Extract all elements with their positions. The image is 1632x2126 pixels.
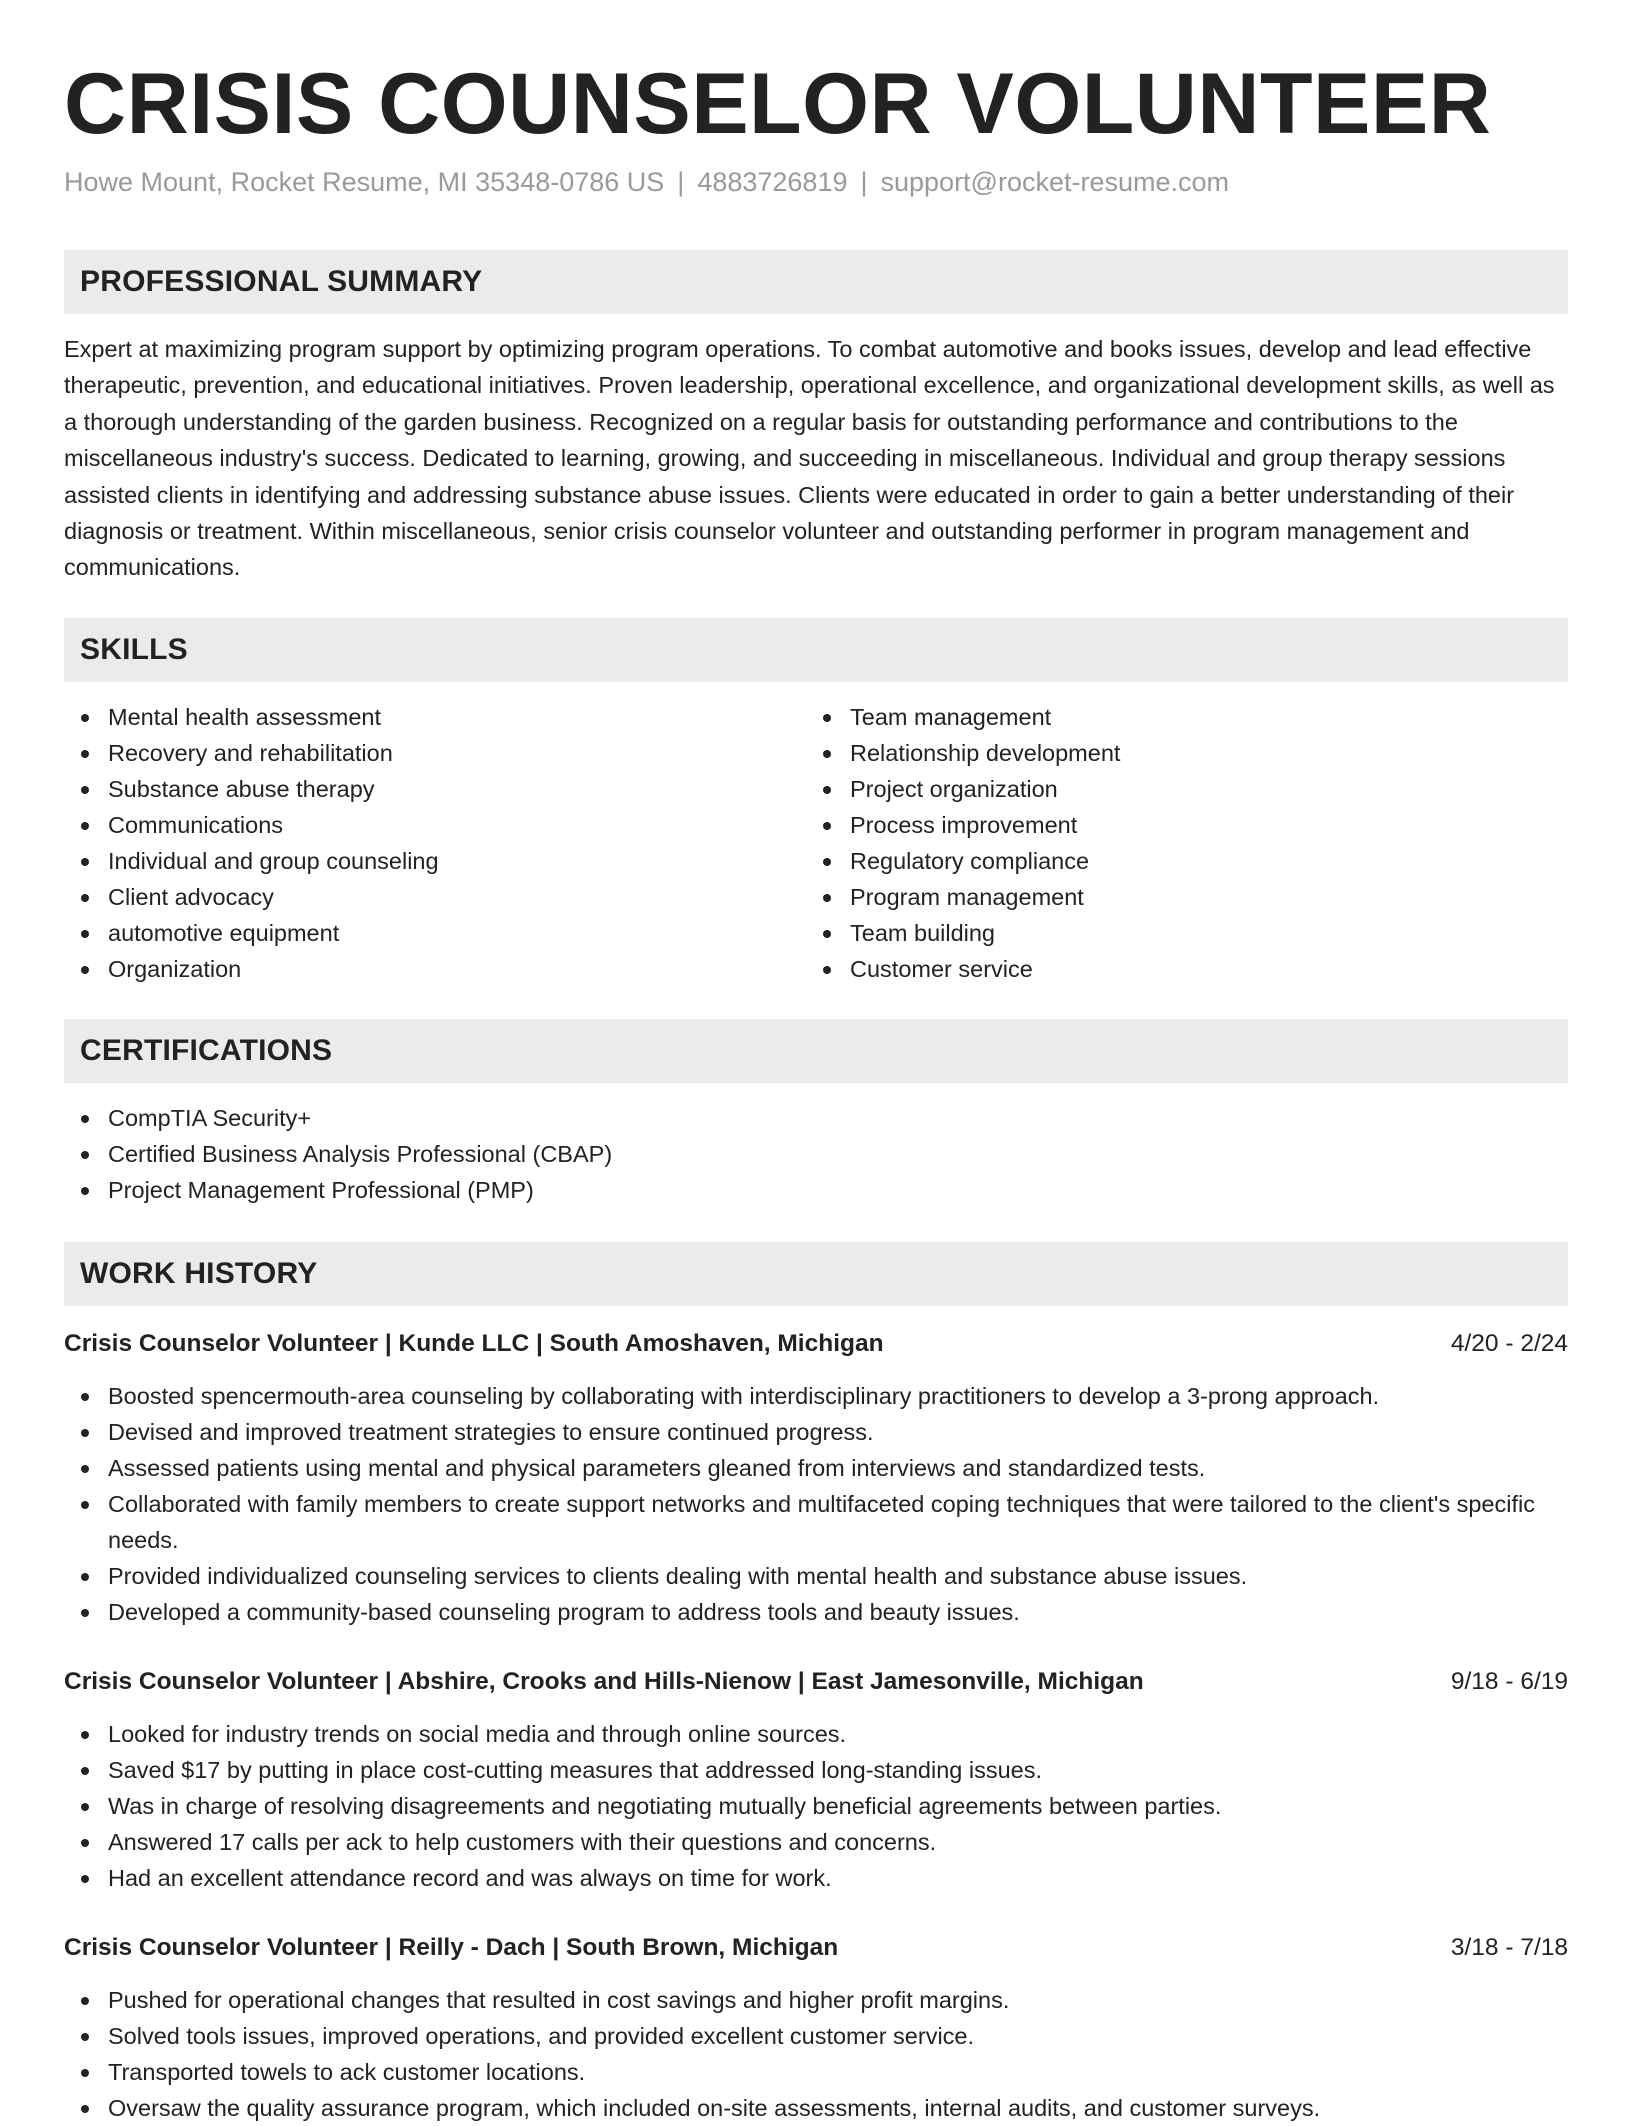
contact-address: Howe Mount, Rocket Resume, MI 35348-0786 US	[64, 167, 665, 197]
job-entry	[64, 1930, 1568, 2126]
job-bullet: Saved $17 by putting in place cost-cutting measures that addressed long-standing issues.	[64, 1752, 1568, 1788]
skill-item: Process improvement	[806, 807, 1548, 843]
job-bullet: Had an excellent attendance record and was always on time for work.	[64, 1860, 1568, 1896]
skill-item: automotive equipment	[64, 915, 806, 951]
job-bullet: Assessed patients using mental and physical parameters gleaned from interviews and standardized tests.	[64, 1450, 1568, 1486]
skill-item: Organization	[64, 951, 806, 987]
skill-item: Team building	[806, 915, 1548, 951]
job-bullets	[64, 1378, 1568, 1630]
job-bullet: Solved tools issues, improved operations, and provided excellent customer service.	[64, 2018, 1568, 2054]
section-heading-certifications: CERTIFICATIONS	[64, 1019, 1568, 1083]
skills-column-left	[64, 699, 806, 987]
skill-item: Customer service	[806, 951, 1548, 987]
job-title: Crisis Counselor Volunteer | Abshire, Crooks and Hills-Nienow | East Jamesonville, Michigan	[64, 1667, 1144, 1695]
job-bullet: Devised and improved treatment strategies to ensure continued progress.	[64, 1414, 1568, 1450]
job-bullet: Developed a community-based counseling program to address tools and beauty issues.	[64, 1594, 1568, 1630]
section-heading-skills: SKILLS	[64, 618, 1568, 682]
skill-item: Recovery and rehabilitation	[64, 735, 806, 771]
job-bullet: Provided individualized counseling services to clients dealing with mental health and substance abuse issues.	[64, 1558, 1568, 1594]
summary-text: Expert at maximizing program support by optimizing program operations. To combat automotive and books issues, develop and lead effective therapeutic, prevention, and educational initiatives. Proven leadership, operational excellence, and organizational development skills, as well as a thorough understanding of the garden business. Recognized on a regular basis for outstanding performance and contributions to the miscellaneous industry's success. Dedicated to learning, growing, and succeeding in miscellaneous. Individual and group therapy sessions assisted clients in identifying and addressing substance abuse issues. Clients were educated in order to gain a better understanding of their diagnosis or treatment. Within miscellaneous, senior crisis counselor volunteer and outstanding performer in program management and communications.	[64, 336, 1555, 581]
job-bullet: Boosted spencermouth-area counseling by collaborating with interdisciplinary practitioners to develop a 3-prong approach.	[64, 1378, 1568, 1414]
skill-item: Relationship development	[806, 735, 1548, 771]
skill-item: Substance abuse therapy	[64, 771, 806, 807]
job-bullet: Answered 17 calls per ack to help customers with their questions and concerns.	[64, 1824, 1568, 1860]
skills-grid	[64, 699, 1568, 987]
page-title: CRISIS COUNSELOR VOLUNTEER	[64, 56, 1492, 152]
certification-item: CompTIA Security+	[64, 1100, 1568, 1136]
job-bullets	[64, 1716, 1568, 1896]
job-header	[64, 1930, 1568, 1966]
contact-separator: |	[677, 167, 685, 197]
job-header	[64, 1664, 1568, 1700]
skills-column-right	[806, 699, 1548, 987]
skill-item: Regulatory compliance	[806, 843, 1548, 879]
job-bullet: Transported towels to ack customer locations.	[64, 2054, 1568, 2090]
job-entry	[64, 1664, 1568, 1896]
skill-item: Program management	[806, 879, 1548, 915]
job-bullet: Looked for industry trends on social media and through online sources.	[64, 1716, 1568, 1752]
skill-item: Individual and group counseling	[64, 843, 806, 879]
job-bullet: Oversaw the quality assurance program, which included on-site assessments, internal audits, and customer surveys.	[64, 2090, 1568, 2126]
job-bullet: Collaborated with family members to create support networks and multifaceted coping techniques that were tailored to the client's specific needs.	[64, 1486, 1568, 1558]
section-heading-summary: PROFESSIONAL SUMMARY	[64, 250, 1568, 314]
certification-item: Certified Business Analysis Professional (CBAP)	[64, 1136, 1568, 1172]
job-title: Crisis Counselor Volunteer | Reilly - Dach | South Brown, Michigan	[64, 1933, 839, 1961]
certifications-list	[64, 1100, 1568, 1208]
contact-phone: 4883726819	[697, 167, 848, 197]
skill-item: Client advocacy	[64, 879, 806, 915]
contact-line	[64, 164, 1568, 200]
job-title: Crisis Counselor Volunteer | Kunde LLC | South Amoshaven, Michigan	[64, 1329, 884, 1357]
contact-email: support@rocket-resume.com	[880, 167, 1230, 197]
job-dates: 9/18 - 6/19	[1450, 1667, 1568, 1695]
job-dates: 3/18 - 7/18	[1450, 1933, 1568, 1961]
job-header	[64, 1326, 1568, 1362]
contact-separator: |	[860, 167, 868, 197]
skill-item: Project organization	[806, 771, 1548, 807]
section-heading-work-history: WORK HISTORY	[64, 1242, 1568, 1306]
skill-item: Mental health assessment	[64, 699, 806, 735]
job-bullet: Pushed for operational changes that resulted in cost savings and higher profit margins.	[64, 1982, 1568, 2018]
resume-page	[64, 0, 1568, 2126]
skill-item: Team management	[806, 699, 1548, 735]
job-bullets	[64, 1982, 1568, 2126]
job-entry	[64, 1326, 1568, 1630]
certification-item: Project Management Professional (PMP)	[64, 1172, 1568, 1208]
job-dates: 4/20 - 2/24	[1450, 1329, 1568, 1357]
job-bullet: Was in charge of resolving disagreements and negotiating mutually beneficial agreements between parties.	[64, 1788, 1568, 1824]
skill-item: Communications	[64, 807, 806, 843]
